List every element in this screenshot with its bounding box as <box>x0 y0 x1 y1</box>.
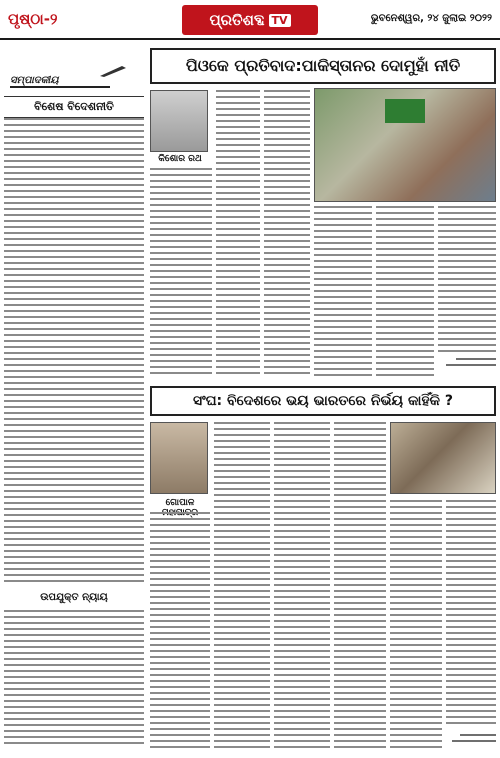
article-2-signoff <box>446 734 496 752</box>
article-2-column-4 <box>334 422 386 752</box>
editorial-logo-text: ସମ୍ପାଦକୀୟ <box>10 75 59 86</box>
page-number-label: ପୃଷ୍ଠା-୨ <box>8 10 58 28</box>
flag-shape <box>385 99 425 123</box>
article-1-author-photo <box>150 90 208 152</box>
article-2-author: ଗୋପାଳ <box>165 498 195 508</box>
article-1-column-6 <box>438 206 496 356</box>
newspaper-logo <box>182 5 318 35</box>
article-2-column-6 <box>446 500 496 730</box>
article-1-column-5 <box>376 206 434 380</box>
article-2-column-2 <box>214 422 270 752</box>
article-2-author-photo <box>150 422 208 494</box>
page-header <box>0 0 500 40</box>
editorial-logo <box>10 68 110 88</box>
article-1-signoff <box>438 358 496 380</box>
article-2-headline: ସଂଘ: ବିଦେଶରେ ଭୟ ଭାରତରେ ନିର୍ଭୟ କାହିଁକି ? <box>150 386 496 416</box>
article-1-column-3 <box>264 90 310 380</box>
article-1-author: କିଶୋର ରଥ <box>158 154 202 164</box>
editorial-title: ବିଶେଷ ବିଦେଶନୀତି <box>4 96 144 118</box>
sub-article-body-text <box>4 610 144 750</box>
logo-badge: TV <box>269 14 291 27</box>
editorial-column <box>4 44 144 754</box>
rally-photo <box>390 422 496 494</box>
editorial-body-text <box>4 118 144 586</box>
article-1-column-1 <box>150 168 212 380</box>
article-1-column-2 <box>216 90 260 380</box>
pen-icon <box>98 64 128 78</box>
editorial-sub-heading: ଉପଯୁକ୍ତ ନ୍ୟାୟ <box>40 592 108 603</box>
logo-text: ପ୍ରତିଶବ୍ଦ <box>209 11 265 29</box>
article-2-column-1 <box>150 512 210 752</box>
article-1-column-4 <box>314 206 372 380</box>
article-1-headline: ପିଓକେ ପ୍ରତିବାଦ:ପାକିସ୍ତାନର ଦୋମୁହାଁ ନୀତି <box>150 48 496 84</box>
article-2-column-5 <box>390 500 442 752</box>
protest-photo <box>314 88 496 202</box>
dateline: ଭୁବନେଶ୍ୱର, ୨୪ ଜୁଲାଇ ୨୦୨୨ <box>370 13 492 24</box>
article-2-column-3 <box>274 422 330 752</box>
